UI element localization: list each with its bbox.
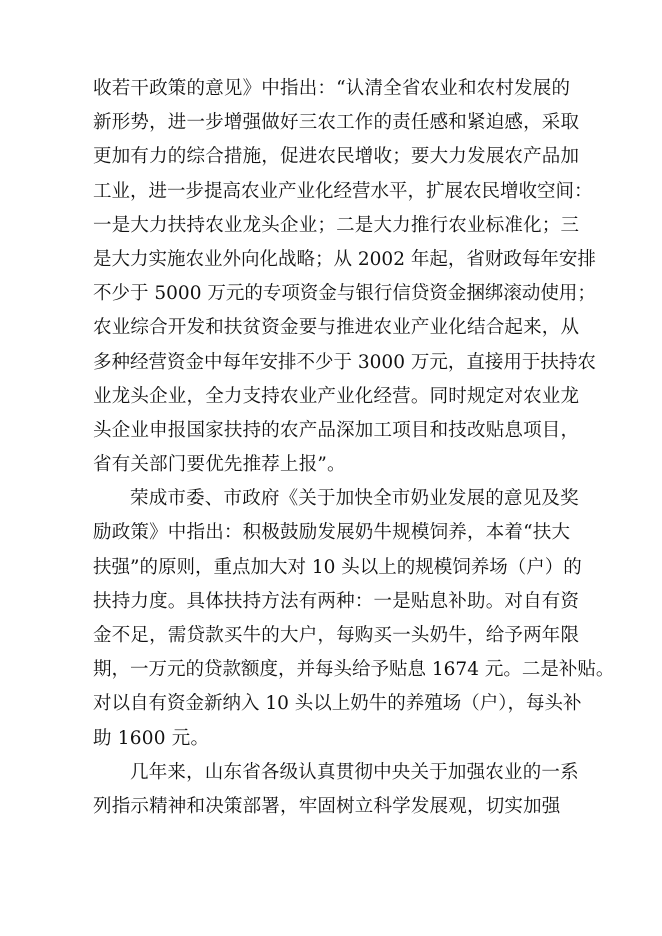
text-line: 对以自有资金新纳入 10 头以上奶牛的养殖场（户），每头补 — [93, 693, 582, 715]
text-line: 不少于 5000 万元的专项资金与银行信贷资金捆绑滚动使用； — [93, 283, 596, 305]
text-line: 扶持力度。具体扶持方法有两种：一是贴息补助。对自有资 — [93, 590, 580, 612]
text-line: 励政策》中指出：积极鼓励发展奶牛规模饲养，本着“扶大 — [93, 522, 571, 544]
text-line: 是大力实施农业外向化战略；从 2002 年起，省财政每年安排 — [93, 248, 596, 270]
text-line: 新形势，进一步增强做好三农工作的责任感和紧迫感，采取 — [93, 112, 580, 134]
body-text — [93, 72, 615, 824]
text-line: 多种经营资金中每年安排不少于 3000 万元，直接用于扶持农 — [93, 351, 596, 373]
text-line: 更加有力的综合措施，促进农民增收；要大力发展农产品加 — [93, 146, 580, 168]
text-line: 列指示精神和决策部署，牢固树立科学发展观，切实加强 — [93, 795, 561, 817]
paragraph-policy-quote — [93, 72, 596, 482]
text-line: 头企业申报国家扶持的农产品深加工项目和技改贴息项目， — [93, 419, 580, 441]
text-line: 收若干政策的意见》中指出：“认清全省农业和农村发展的 — [93, 78, 571, 99]
text-line: 荣成市委、市政府《关于加快全市奶业发展的意见及奖 — [130, 488, 579, 510]
text-line: 助 1600 元。 — [93, 727, 210, 749]
text-line: 省有关部门要优先推荐上报”。 — [93, 454, 346, 476]
paragraph-rongcheng-dairy — [93, 482, 615, 756]
text-line: 金不足，需贷款买牛的大户，每购买一头奶牛，给予两年限 — [93, 625, 580, 646]
text-line: 扶强”的原则，重点加大对 10 头以上的规模饲养场（户）的 — [93, 556, 582, 578]
text-line: 农业综合开发和扶贫资金要与推进农业产业化结合起来，从 — [93, 317, 580, 339]
paragraph-shandong-summary — [93, 756, 583, 824]
text-line: 一是大力扶持农业龙头企业；二是大力推行农业标准化；三 — [93, 214, 580, 236]
text-line: 几年来，山东省各级认真贯彻中央关于加强农业的一系 — [130, 761, 579, 783]
text-line: 业龙头企业，全力支持农业产业化经营。同时规定对农业龙 — [93, 385, 580, 407]
text-line: 工业，进一步提高农业产业化经营水平，扩展农民增收空间： — [93, 180, 593, 202]
text-line: 期，一万元的贷款额度，并每头给予贴息 1674 元。二是补贴。 — [93, 659, 615, 681]
